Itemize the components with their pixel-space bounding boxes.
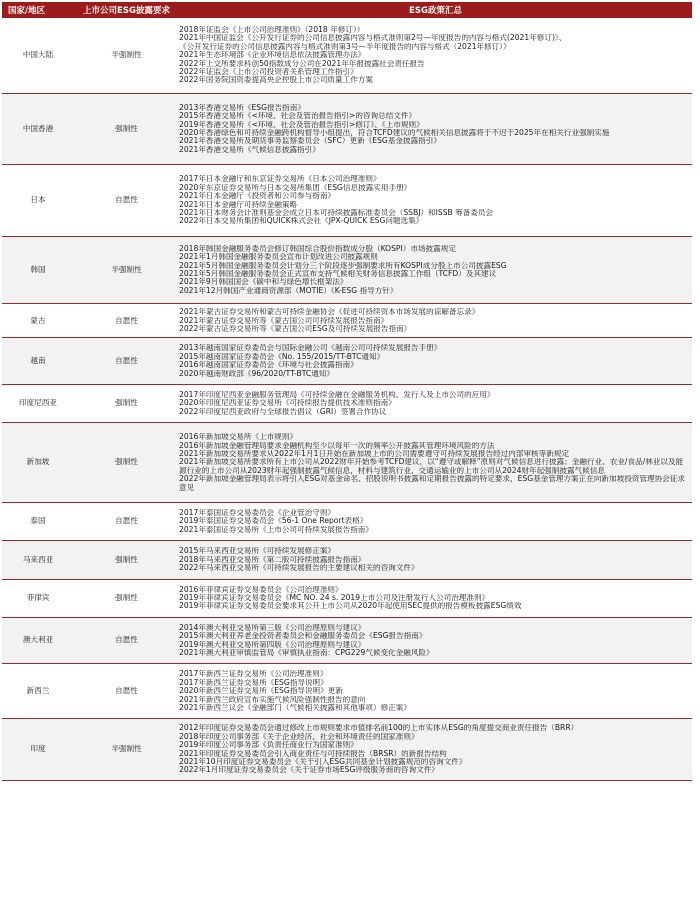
policy-item: 2021年5月韩国金融服务委员会计划分三个阶段逐步强制要求所有KOSPI成分股上市公司披露ESG [179,261,507,270]
policy-summary-cell [179,503,692,541]
table-header-row [2,2,692,18]
policy-item: 2022年印度尼西亚政府与全球报告倡议（GRI）签署合作协议 [179,407,387,416]
policy-item: 2022年国务院国资委提高央企控股上市公司质量工作方案 [179,76,373,85]
policy-item: 2022年马来西亚交易所《可持续发展报告的主要建议相关的咨询文件》 [179,564,419,573]
policy-item: 2021年香港交易所及期货事务监察委员会（SFC）更新《ESG基金披露指引》 [179,137,441,146]
policy-item: 2016年菲律宾证券交易委员会《公司治理准则》 [179,585,343,594]
policy-item: 2018年马来西亚交易所《第二版可持续披露报告指南》 [179,555,366,564]
policy-summary-cell [179,579,692,617]
policy-item: 2021年蒙古证券交易所和蒙古可持续金融协会《促进可持续资本市场发展的谅解备忘录》 [179,308,480,317]
policy-item: 2020年东京证券交易所与日本交易所集团《ESG信息披露实用手册》 [179,183,412,192]
policy-item: 2021年日本金融厅《投资者和公司参与指南》 [179,192,336,201]
table-row [2,338,692,385]
policy-item: 2019年菲律宾证券交易委员会要求其公开上市公司从2020年起使用SEC提供的报告模板披露ESG绩效 [179,602,522,611]
policy-item: 2022年新加坡金融管理局表示将引入ESG对基金命名、招股说明书披露和定期报告披露的特定要求，ESG基金管理方案正在向新加坡投资管理协会征求意见 [179,475,685,492]
disclosure-level-cell: 强制性 [74,93,179,164]
table-row [2,423,692,503]
policy-summary-cell [179,236,692,303]
policy-item: 2021年新加坡交易所要求所有上市公司从2022财年开始参考TCFD建议，以“遵守或解释”原则对气候信息进行披露；金融行业、农业/食品/林业以及能源行业的上市公司从2023财年起强制披露气候信息，材料与建筑行业、交通运输业的上市公司从2024财年起强制披露气候信息 [179,458,684,475]
policy-item: 2017年泰国证券交易委员会《企业管治守则》 [179,509,336,518]
disclosure-level-cell: 半强制性 [74,236,179,303]
policy-item: 2021年新西兰政府宣布实施气候风险强制性报告的意向 [179,695,366,704]
policy-item: 2018年印度公司事务部《关于企业经济、社会和环境责任的国家准则》 [179,732,419,741]
esg-policy-table-container [2,2,692,781]
disclosure-level-cell: 自愿性 [74,503,179,541]
policy-item: 2022年日本交易所集团和QUICK株式会社《JPX-QUICK ESG问题选集》 [179,217,424,226]
policy-item: 2017年日本金融厅和东京证券交易所《日本公司治理准则》 [179,175,381,184]
policy-summary-cell [179,664,692,719]
policy-item: 2020年印度尼西亚证券交易所《可持续报告提供技术准则指南》 [179,399,396,408]
table-body [2,18,692,780]
policy-item: 2021年生态环境部《企业环境信息依法披露管理办法》 [179,51,366,60]
policy-item: 2020年越南财政部《96/2020/TT-BTC通知》 [179,369,334,378]
policy-item: 2015年香港交易所《<环境、社会及管治报告指引>的咨询总结文件》 [179,112,417,121]
policy-summary-cell [179,385,692,423]
policy-item: 2020年香港绿色和可持续金融跨机构督导小组提出，符合TCFD建议的气候相关信息披露将于不迟于2025年在相关行业强制实施 [179,129,610,138]
disclosure-level-cell: 自愿性 [74,338,179,385]
region-cell: 印度尼西亚 [2,385,74,423]
region-cell: 中国大陆 [2,18,74,93]
region-cell: 蒙古 [2,304,74,338]
policy-item: 2021年蒙古证券交易所等《蒙古国公司可持续发展报告指南》 [179,316,389,325]
region-cell: 澳大利亚 [2,617,74,664]
policy-summary-cell [179,338,692,385]
disclosure-level-cell: 强制性 [74,541,179,579]
table-row [2,541,692,579]
table-row [2,579,692,617]
region-cell: 马来西亚 [2,541,74,579]
policy-item: 2021年1月韩国金融服务委员会宣布计划改进公司披露规则 [179,253,378,262]
policy-item: 2015年澳大利亚养老金投资者委员会和金融服务委员会《ESG报告指南》 [179,632,427,641]
disclosure-level-cell: 半强制性 [74,18,179,93]
policy-item: 2019年菲律宾证券交易委员会《MC NO. 24 s. 2019上市公司及注册发行人公司治理准则》 [179,593,490,602]
region-cell: 菲律宾 [2,579,74,617]
disclosure-level-cell: 自愿性 [74,664,179,719]
disclosure-level-cell: 自愿性 [74,304,179,338]
policy-item: 《公开发行证券的公司信息披露内容与格式准则第3号—半年度报告的内容与格式（2021年修订）》 [179,42,511,51]
header-region: 国家/地区 [2,2,74,18]
policy-item: 2019年香港交易所《<环境、社会及管治报告指引>修订》、《上市规则》 [179,120,424,129]
policy-item: 2021年9月韩国国会《碳中和与绿色增长框架法》 [179,278,348,287]
policy-item: 2012年印度证券交易委员会通过修改上市规则要求市值排名前100的上市实体从ESG的角度提交商业责任报告（BRR） [179,724,579,733]
policy-summary-cell [179,719,692,780]
policy-item: 2015年马来西亚交易所《可持续发展修正案》 [179,547,336,556]
policy-item: 2021年泰国证券交易所《上市公司可持续发展报告指南》 [179,525,373,534]
table-row [2,617,692,664]
region-cell: 新加坡 [2,423,74,503]
disclosure-level-cell: 半强制性 [74,719,179,780]
policy-item: 2022年蒙古证券交易所等《蒙古国公司ESG及可持续发展报告指南》 [179,324,412,333]
policy-item: 2016年新加坡金融管理局要求金融机构至少以每年一次的频率公开披露其管理环境风险的方法 [179,441,495,450]
region-cell: 日本 [2,165,74,236]
table-row [2,236,692,303]
esg-policy-table [2,2,692,781]
policy-summary-cell [179,304,692,338]
table-row [2,93,692,164]
policy-item: 2018年韩国金融服务委员会修订韩国综合股价指数成分股（KOSPI）市场披露规定 [179,244,456,253]
policy-summary-cell [179,93,692,164]
policy-item: 2019年泰国证券交易委员会《56-1 One Report表格》 [179,517,368,526]
policy-item: 2015年越南国家证券委员会《No. 155/2015/TT-BTC通知》 [179,352,385,361]
policy-item: 2021年10月印度证券交易委员会《关于引入ESG共同基金计划披露规范的咨询文件》 [179,758,467,766]
policy-summary-cell [179,423,692,503]
policy-item: 2016年新加坡交易所《上市规则》 [179,433,298,442]
table-row [2,719,692,780]
policy-item: 2021年日本财务会计准则基金会成立日本可持续披露标准委员会（SSBJ）和ISSB 筹备委员会 [179,208,494,217]
region-cell: 越南 [2,338,74,385]
region-cell: 新西兰 [2,664,74,719]
region-cell: 韩国 [2,236,74,303]
region-cell: 中国香港 [2,93,74,164]
policy-item: 2021年澳大利亚审慎监管局《审慎执业指南：CPG229气候变化金融风险》 [179,648,434,657]
policy-item: 2022年证监会《上市公司投资者关系管理工作指引》 [179,68,358,77]
disclosure-level-cell: 强制性 [74,423,179,503]
table-row [2,503,692,541]
disclosure-level-cell: 强制性 [74,385,179,423]
policy-item: 2021年印度证券交易委员会引入商业责任与可持续报告（BRSR）的新报告结构 [179,749,447,758]
policy-item: 2019年澳大利亚交易所第四版《公司治理原则与建议》 [179,640,366,649]
policy-item: 2013年越南国家证券委员会与国际金融公司《越南公司可持续发展报告手册》 [179,344,442,353]
policy-item: 2014年澳大利亚交易所第三版《公司治理原则与建议》 [179,623,366,632]
policy-item: 2013年香港交易所《ESG报告指南》 [179,103,305,112]
table-row [2,304,692,338]
policy-item: 2016年越南国家证券委员会《环境与社会披露指南》 [179,361,358,370]
policy-item: 2021年中国证监会《公开发行证券的公司信息披露内容与格式准则第2号—年度报告的内容与格式(2021年修订)》、 [179,34,567,43]
policy-item: 2022年上交所要求科创50指数成分公司在2021年年报披露社会责任报告 [179,59,425,68]
table-row [2,18,692,93]
disclosure-level-cell: 强制性 [74,579,179,617]
policy-item: 2020年新西兰证券交易所《ESG指导说明》更新 [179,687,343,696]
policy-summary-cell [179,165,692,236]
policy-item: 2019年印度公司事务部《负责任商业行为国家准则》 [179,741,358,750]
policy-summary-cell [179,541,692,579]
policy-item: 2021年5月韩国金融服务委员会正式宣布支持气候相关财务信息披露工作组（TCFD）及其建议 [179,269,497,278]
policy-item: 2021年12月韩国产业通商资源部（MOTIE）《K-ESG 指导方针》 [179,286,398,295]
table-row [2,385,692,423]
policy-item: 2018年证监会《上市公司治理准则》（2018 年修订）） [179,26,365,34]
policy-item: 2022年1月印度证券交易委员会《关于证券市场ESG评级服务商的咨询文件》 [179,766,439,775]
table-row [2,664,692,719]
policy-item: 2021年新西兰议会《金融部门（气候相关披露和其他事项）修正案》 [179,703,411,712]
policy-item: 2021年日本金融厅可持续金融策略 [179,200,298,209]
policy-summary-cell [179,617,692,664]
disclosure-level-cell: 自愿性 [74,617,179,664]
header-requirement: 上市公司ESG披露要求 [74,2,179,18]
region-cell: 印度 [2,719,74,780]
policy-item: 2017年新西兰证券交易所《ESG指导说明》 [179,678,328,687]
policy-item: 2021年新加坡交易所要求从2022年1月1日开始在新加坡上市的公司需要遵守可持续发展报告经过内部审核等新规定 [179,450,570,459]
policy-item: 2017年新西兰证券交易所《公司治理准则》 [179,670,328,679]
table-row [2,165,692,236]
policy-item: 2021年香港交易所《气候信息披露指引》 [179,145,320,154]
header-summary: ESG政策汇总 [179,2,692,18]
policy-summary-cell [179,18,692,93]
region-cell: 泰国 [2,503,74,541]
policy-item: 2017年印度尼西亚金融服务管理局《可持续金融在金融服务机构、发行人及上市公司的应用》 [179,391,495,399]
disclosure-level-cell: 自愿性 [74,165,179,236]
